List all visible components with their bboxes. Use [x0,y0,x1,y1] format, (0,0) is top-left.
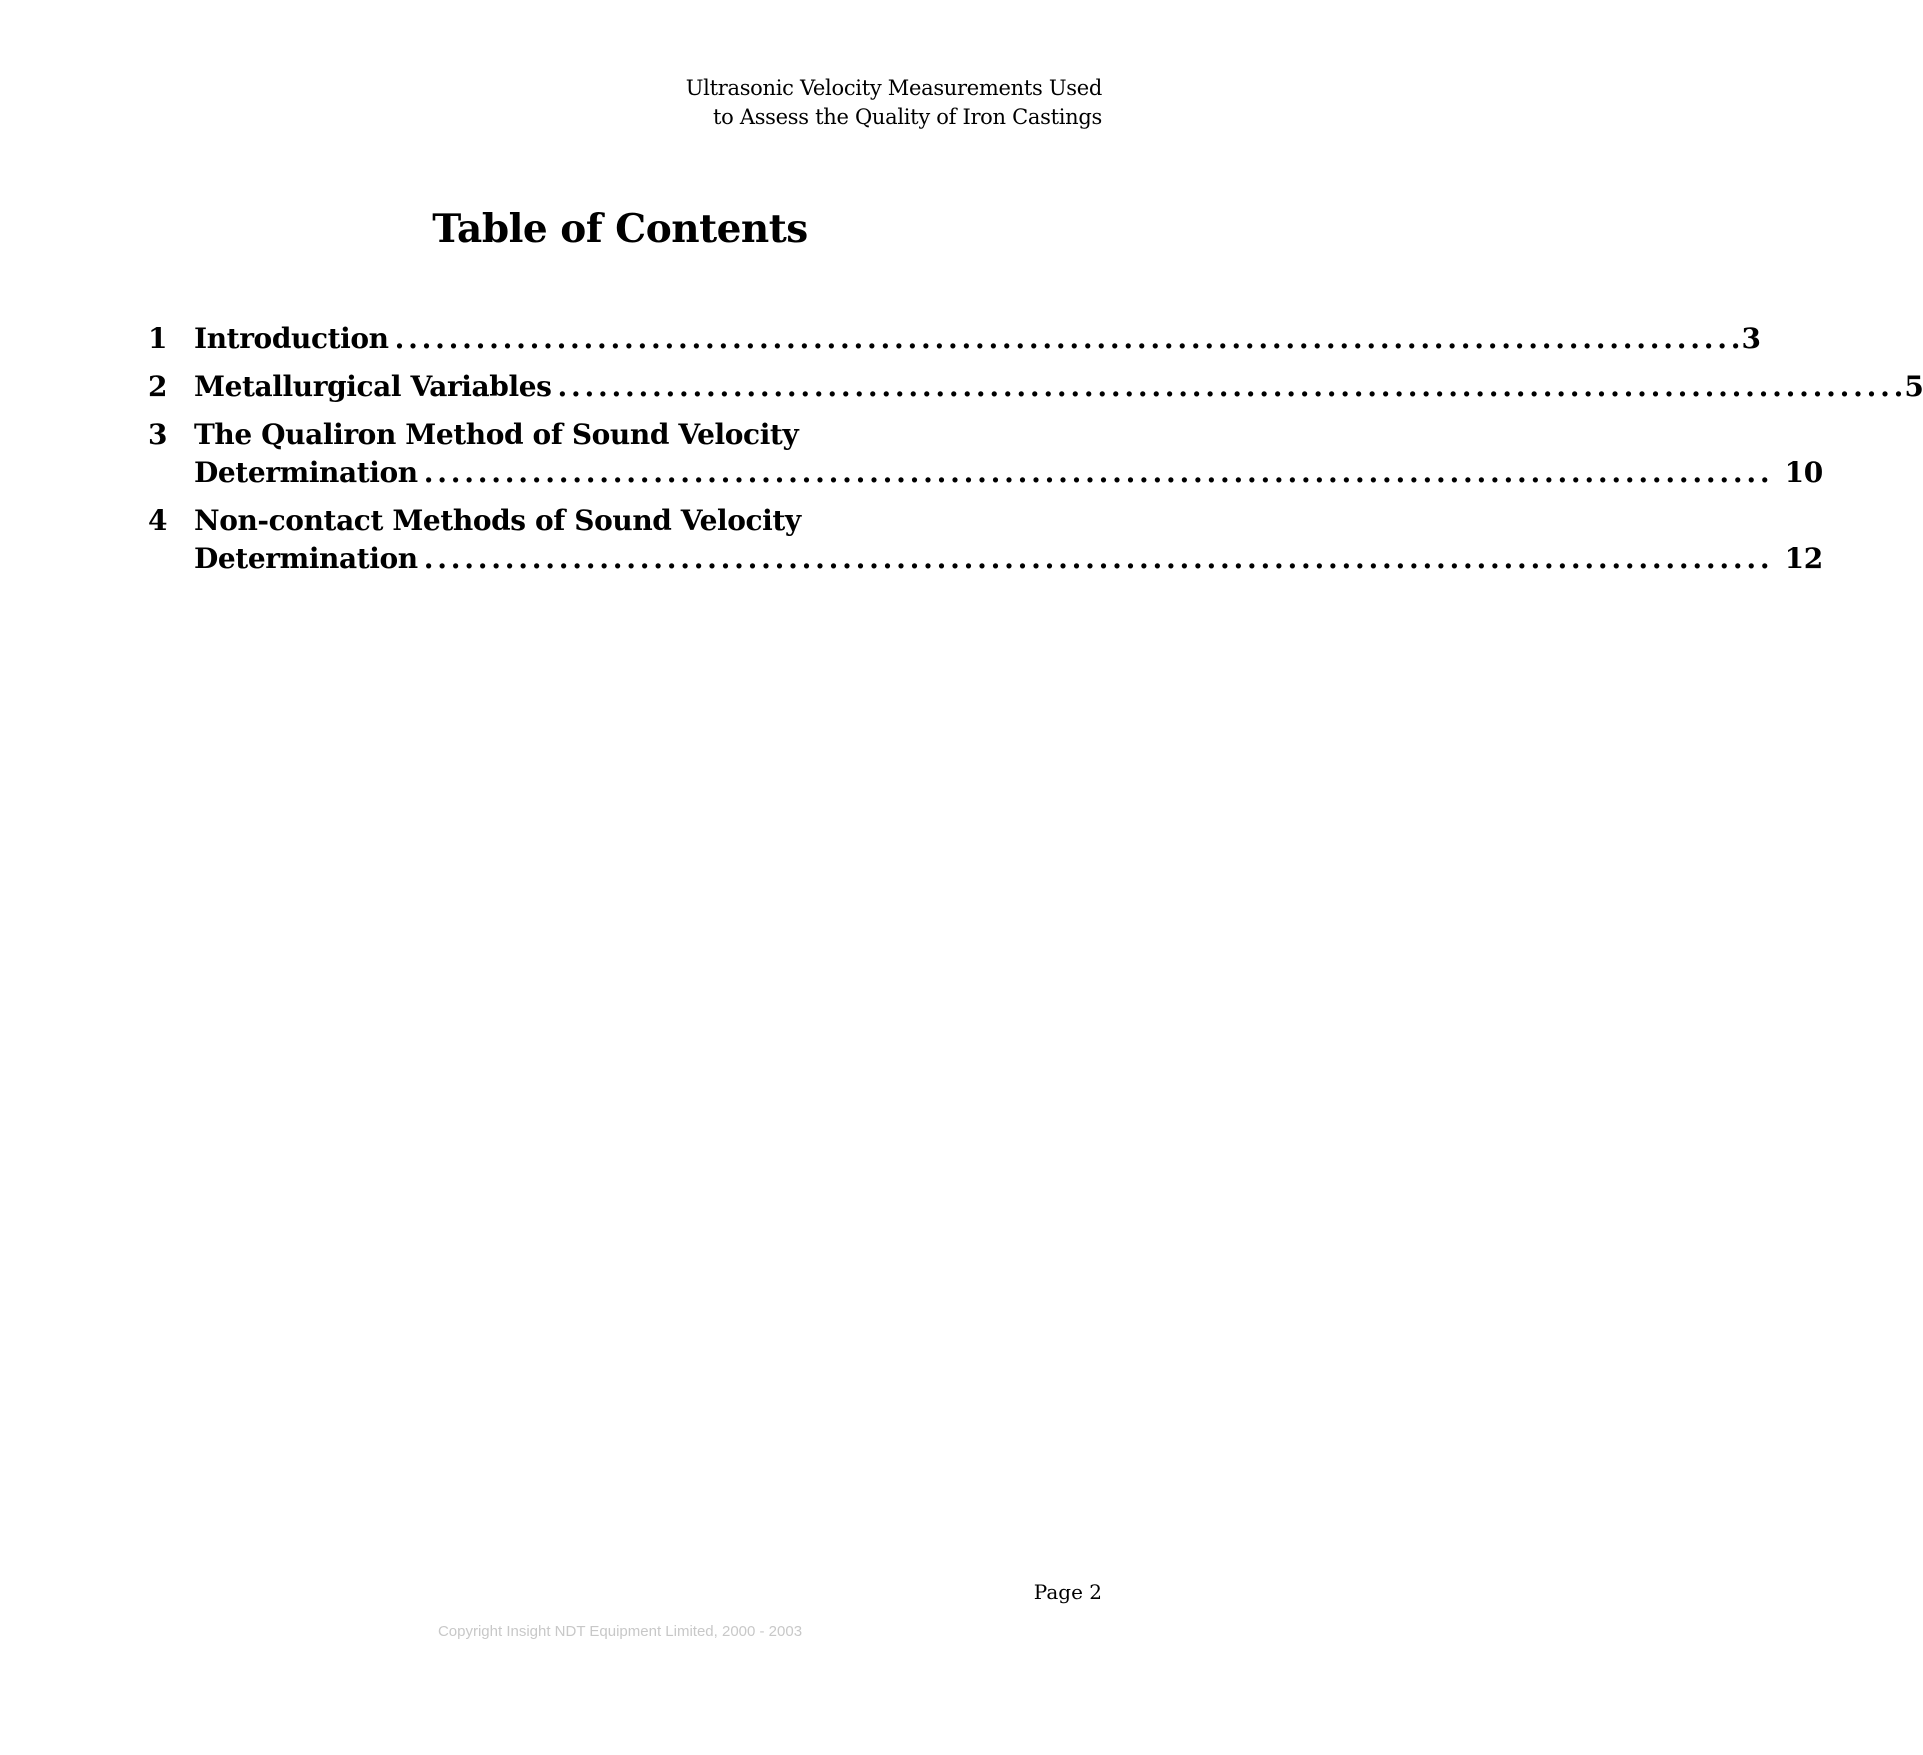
table-of-contents [148,320,1923,588]
toc-leader-dots [424,540,1767,578]
toc-entry-number: 4 [148,504,168,537]
toc-entry-number: 3 [148,418,168,451]
toc-entry-number: 1 [148,322,168,355]
toc-entry-title-continued[interactable]: Determination [194,542,418,575]
toc-entry-page[interactable]: 10 [1784,456,1823,489]
header-line-2: to Assess the Quality of Iron Castings [712,105,1102,129]
page-title: Table of Contents [432,206,808,252]
toc-entry-title[interactable]: The Qualiron Method of Sound Velocity [194,418,799,451]
copyright-notice: Copyright Insight NDT Equipment Limited, 2000 - 2003 [437,1623,803,1640]
toc-entry-metallurgical-variables[interactable] [148,368,1923,406]
toc-entry-title[interactable]: Metallurgical Variables [194,370,552,403]
running-header [686,74,1102,132]
toc-entry-qualiron-method[interactable] [148,416,1823,492]
toc-entry-page[interactable]: 3 [1741,322,1761,355]
toc-entry-introduction[interactable] [148,320,1761,358]
toc-entry-non-contact-methods[interactable] [148,502,1823,578]
toc-entry-title[interactable]: Non-contact Methods of Sound Velocity [194,504,801,537]
toc-leader-dots [557,368,1900,406]
page-number: Page 2 [1033,1580,1102,1604]
header-line-1: Ultrasonic Velocity Measurements Used [685,76,1102,100]
toc-leader-dots [395,320,1738,358]
toc-leader-dots [424,454,1767,492]
toc-entry-page[interactable]: 12 [1784,542,1823,575]
toc-entry-title-continued[interactable]: Determination [194,456,418,489]
toc-entry-title[interactable]: Introduction [194,322,389,355]
toc-entry-number: 2 [148,370,168,403]
toc-entry-page[interactable]: 5 [1904,370,1923,403]
